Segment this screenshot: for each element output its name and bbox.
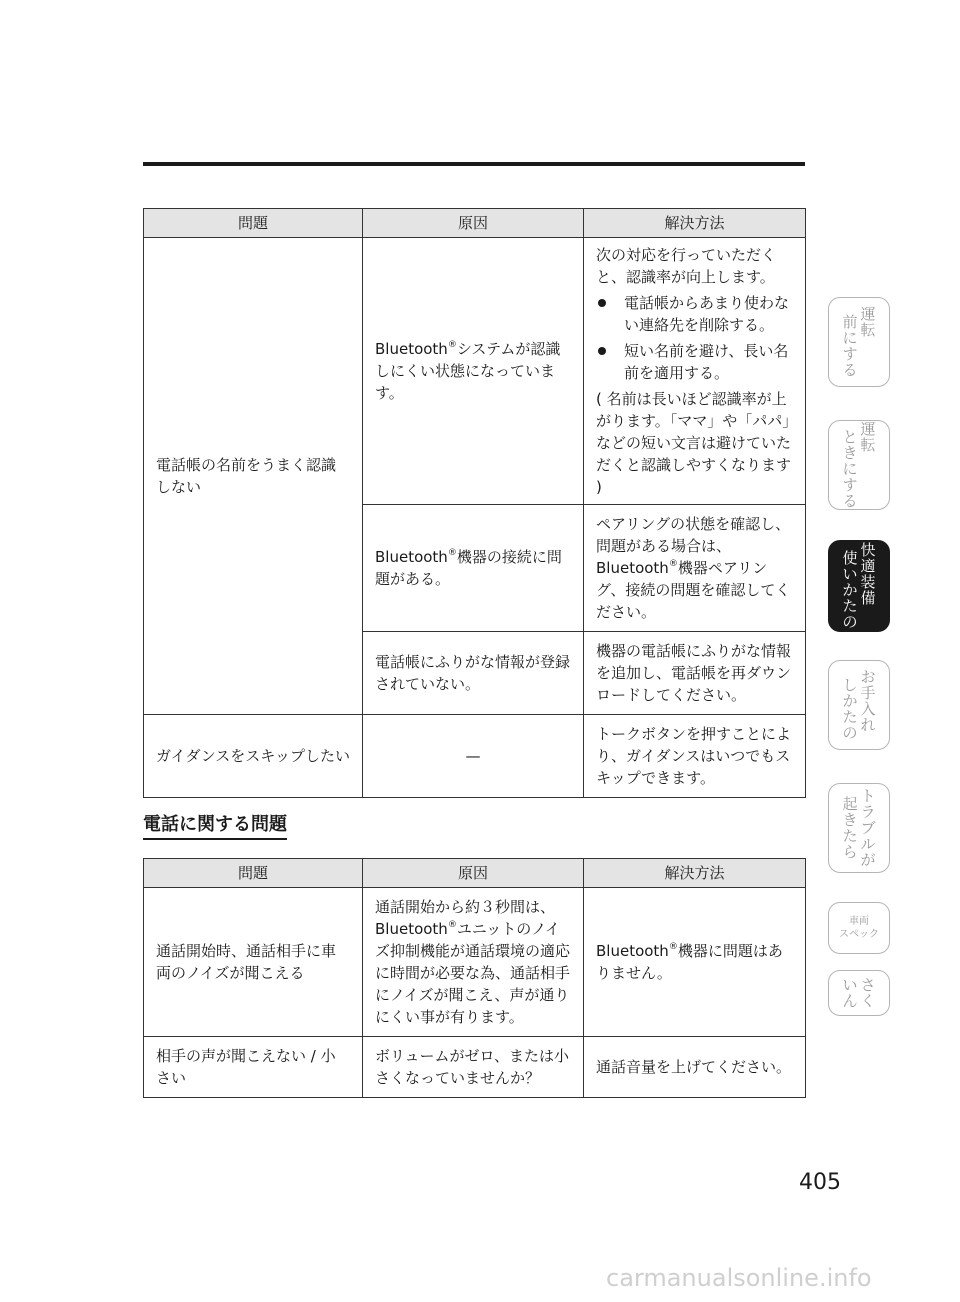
- tab-label-col: し か た の: [842, 676, 858, 742]
- registered-mark: ®: [447, 920, 457, 930]
- troubleshoot-table-calls: [143, 858, 806, 1098]
- registered-mark: ®: [668, 942, 678, 952]
- list-item: 電話帳からあまり使わない連絡先を削除する。: [596, 292, 793, 336]
- cause-cell: 通話開始から約３秒間は、Bluetooth®ユニットのノイズ抑制機能が通話環境の適応に時間が必要な為、通話相手にノイズが聞こえ、声が通りにくい事が有ります。: [363, 888, 584, 1037]
- list-item: 短い名前を避け、長い名前を適用する。: [596, 340, 793, 384]
- problem-cell: 電話帳の名前をうまく認識しない: [144, 238, 363, 715]
- registered-mark: ®: [447, 340, 457, 350]
- tab-label-col: 運 転: [860, 420, 876, 454]
- tab-index[interactable]: [828, 970, 890, 1016]
- tab-care[interactable]: [828, 660, 890, 750]
- tab-label-col: ト ラ ブ ル が: [860, 787, 876, 869]
- tab-label-col: い ん: [842, 976, 858, 1010]
- troubleshoot-table-phonebook: [143, 208, 806, 798]
- cause-cell: 電話帳にふりがな情報が登録されていない。: [363, 632, 584, 715]
- table-header-row: [144, 209, 806, 238]
- bullet-list: [596, 292, 793, 384]
- tab-trouble[interactable]: [828, 783, 890, 873]
- registered-mark: ®: [668, 559, 678, 569]
- top-rule: [143, 162, 805, 166]
- tab-label-col: さ く: [860, 976, 876, 1010]
- tab-vehicle-specs[interactable]: [828, 902, 890, 954]
- table-row: [144, 238, 806, 505]
- table-row: [144, 1037, 806, 1098]
- registered-mark: ®: [447, 548, 457, 558]
- tab-label-line: スペック: [839, 929, 879, 940]
- solution-cell: 次の対応を行っていただくと、認識率が向上します。 電話帳からあまり使わない連絡先を削除する。 短い名前を避け、長い名前を適用する。 ( 名前は長いほど認識率が上がります。「ママ」や「パパ」などの短い文言は避けていただくと認識しやすくなります ): [584, 238, 806, 505]
- cause-cell: —: [363, 715, 584, 798]
- solution-cell: Bluetooth®機器に問題はありません。: [584, 888, 806, 1037]
- header-problem: 問題: [144, 859, 363, 888]
- header-problem: 問題: [144, 209, 363, 238]
- section-heading: 電話に関する問題: [143, 812, 287, 840]
- problem-cell: 相手の声が聞こえない / 小さい: [144, 1037, 363, 1098]
- table-row: [144, 715, 806, 798]
- tab-label-col: 起 き た ら: [842, 795, 858, 861]
- header-cause: 原因: [363, 859, 584, 888]
- table-row: [144, 888, 806, 1037]
- problem-cell: ガイダンスをスキップしたい: [144, 715, 363, 798]
- tab-comfort-equipment[interactable]: [828, 540, 890, 632]
- solution-cell: 通話音量を上げてください。: [584, 1037, 806, 1098]
- tab-label-line: 車両: [849, 916, 869, 927]
- tab-label-col: お 手 入 れ: [860, 668, 876, 734]
- tab-label-col: 運 転: [860, 305, 876, 339]
- cause-cell: ボリュームがゼロ、または小さくなっていませんか？: [363, 1037, 584, 1098]
- cause-cell: Bluetooth®システムが認識しにくい状態になっています。: [363, 238, 584, 505]
- header-solution: 解決方法: [584, 859, 806, 888]
- solution-cell: 機器の電話帳にふりがな情報を追加し、電話帳を再ダウンロードしてください。: [584, 632, 806, 715]
- tab-label-col: 前 に す る: [842, 313, 858, 379]
- cause-cell: Bluetooth®機器の接続に問題がある。: [363, 505, 584, 632]
- watermark: carmanualsonline.info: [606, 1264, 872, 1292]
- header-solution: 解決方法: [584, 209, 806, 238]
- tab-before-driving[interactable]: [828, 297, 890, 387]
- problem-cell: 通話開始時、通話相手に車両のノイズが聞こえる: [144, 888, 363, 1037]
- solution-cell: ペアリングの状態を確認し、問題がある場合は、Bluetooth®機器ペアリング、接続の問題を確認してください。: [584, 505, 806, 632]
- tab-label-col: 快 適 装 備: [860, 541, 876, 607]
- tab-while-driving[interactable]: [828, 420, 890, 510]
- tab-label-col: 使 い か た の: [842, 549, 858, 631]
- page-number: 405: [799, 1170, 841, 1195]
- header-cause: 原因: [363, 209, 584, 238]
- table-header-row: [144, 859, 806, 888]
- side-index-tabs: [828, 0, 960, 1302]
- solution-cell: トークボタンを押すことにより、ガイダンスはいつでもスキップできます。: [584, 715, 806, 798]
- tab-label-col: と き に す る: [842, 428, 858, 510]
